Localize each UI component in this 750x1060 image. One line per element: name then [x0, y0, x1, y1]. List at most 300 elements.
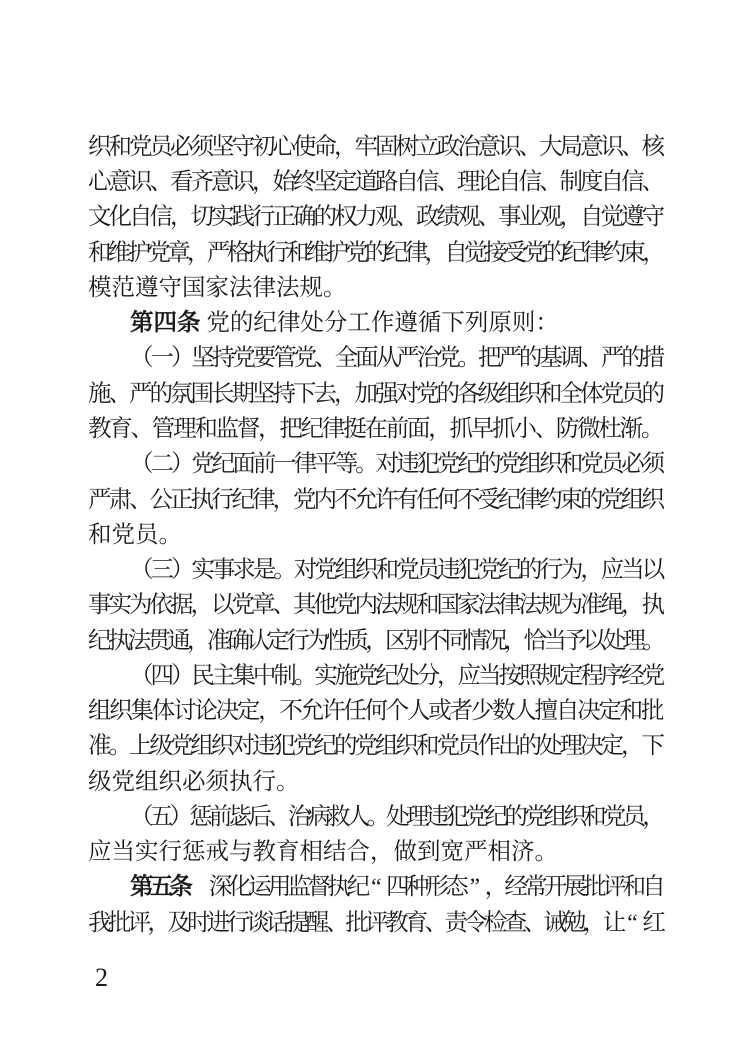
- text-glyph: 、: [436, 169, 460, 196]
- text-glyph: 织: [88, 133, 112, 160]
- text-glyph: 序: [600, 662, 625, 689]
- text-glyph: 心: [272, 133, 296, 160]
- text-glyph: 督: [307, 874, 331, 901]
- text-line: [88, 906, 666, 941]
- text-glyph: 据: [170, 592, 194, 619]
- text-glyph: 执: [246, 239, 270, 266]
- text-glyph: 信: [416, 169, 440, 196]
- text-glyph: 内: [354, 592, 378, 619]
- text-glyph: 当: [621, 557, 645, 584]
- text-glyph: ，: [258, 416, 282, 442]
- text-glyph: 级: [477, 380, 501, 407]
- text-glyph: 救: [327, 803, 351, 830]
- text-glyph: 把: [477, 345, 502, 372]
- text-glyph: 我: [88, 909, 112, 936]
- text-line: [88, 342, 666, 377]
- text-glyph: 、: [149, 169, 173, 196]
- text-glyph: 态: [445, 874, 469, 901]
- text-glyph: 氛: [170, 380, 194, 407]
- text-glyph: 经: [504, 874, 528, 901]
- text-glyph: ，: [365, 627, 389, 654]
- text-glyph: 为: [559, 592, 583, 619]
- text-glyph: 、: [314, 345, 338, 372]
- text-glyph: 律: [321, 416, 346, 442]
- text-glyph: 微: [577, 416, 601, 442]
- text-glyph: 措: [641, 345, 666, 372]
- text-glyph: 。: [642, 627, 666, 654]
- text-glyph: 决: [577, 698, 601, 725]
- text-glyph: 个: [385, 698, 410, 725]
- text-glyph: ，: [147, 909, 171, 936]
- text-glyph: 体: [580, 380, 604, 407]
- text-glyph: 维: [107, 239, 132, 266]
- text-glyph: 初: [252, 133, 276, 160]
- text-glyph: 党: [416, 380, 440, 407]
- text-glyph: ，: [334, 133, 358, 160]
- text-glyph: 、: [272, 592, 296, 619]
- text-glyph: 政: [416, 204, 440, 231]
- text-glyph: 确: [226, 627, 251, 654]
- text-glyph: 坚: [252, 380, 276, 407]
- text-glyph: 法: [518, 592, 542, 619]
- text-line: [88, 553, 666, 588]
- text-glyph: 党: [396, 557, 420, 584]
- text-glyph: 执: [327, 874, 351, 901]
- text-glyph: 按: [498, 662, 522, 689]
- text-glyph: 坚: [191, 345, 215, 372]
- text-glyph: 党: [437, 345, 461, 372]
- text-glyph: ，: [428, 416, 452, 442]
- text-glyph: 识: [129, 169, 153, 196]
- text-glyph: 质: [345, 627, 369, 654]
- text-glyph: 党: [170, 733, 194, 760]
- text-glyph: 持: [272, 380, 296, 407]
- text-glyph: 规: [539, 592, 563, 619]
- text-glyph: 讨: [173, 698, 197, 725]
- text-segment: 和党员。: [88, 521, 182, 548]
- text-glyph: 党: [523, 239, 548, 266]
- text-glyph: 确: [293, 204, 317, 231]
- text-glyph: 纪: [384, 239, 409, 266]
- text-line: [88, 835, 662, 870]
- text-glyph: 准: [88, 733, 112, 760]
- text-glyph: 前: [208, 803, 233, 830]
- text-glyph: 组: [498, 380, 522, 407]
- text-line: [88, 130, 665, 165]
- text-glyph: 绩: [436, 204, 460, 231]
- text-glyph: 党: [580, 451, 604, 478]
- text-glyph: 纪: [563, 239, 587, 266]
- text-glyph: 以: [641, 557, 666, 584]
- text-glyph: 抓: [492, 416, 516, 442]
- text-glyph: 严: [396, 345, 420, 372]
- text-line: [88, 694, 665, 729]
- text-segment: 级党组织必须执行。: [88, 768, 300, 795]
- text-glyph: 批: [345, 909, 369, 936]
- text-glyph: 。: [273, 557, 297, 584]
- text-glyph: 。: [355, 451, 379, 478]
- text-glyph: 局: [559, 133, 583, 160]
- text-glyph: “: [627, 909, 638, 936]
- text-glyph: 对: [395, 380, 419, 407]
- text-glyph: 违: [396, 451, 420, 478]
- text-glyph: 组: [543, 803, 568, 830]
- text-glyph: 的: [313, 204, 337, 231]
- text-glyph: 理: [173, 416, 197, 442]
- text-glyph: 不: [424, 627, 449, 654]
- text-glyph: 党: [293, 733, 317, 760]
- text-glyph: 党: [477, 557, 502, 584]
- text-glyph: 惩: [189, 803, 213, 830]
- text-glyph: 章: [252, 592, 276, 619]
- text-glyph: 。: [366, 803, 390, 830]
- text-glyph: 、: [641, 169, 665, 196]
- text-glyph: 把: [279, 416, 303, 442]
- text-glyph: 勉: [563, 909, 587, 936]
- text-glyph: 维: [305, 239, 330, 266]
- text-glyph: 信: [518, 169, 542, 196]
- text-glyph: 意: [211, 169, 235, 196]
- text-glyph: 理: [405, 803, 430, 830]
- text-glyph: 违: [425, 803, 450, 830]
- text-glyph: 评: [365, 909, 389, 936]
- text-glyph: ，: [252, 169, 276, 196]
- text-glyph: 、: [621, 133, 645, 160]
- text-glyph: 识: [231, 169, 255, 196]
- text-glyph: 织: [518, 380, 542, 407]
- text-glyph: 终: [293, 169, 317, 196]
- text-line: [88, 800, 666, 835]
- text-line: [88, 765, 662, 800]
- text-glyph: 国: [436, 592, 460, 619]
- article-number-glyph: 条: [169, 874, 193, 901]
- text-glyph: 党: [641, 662, 666, 689]
- text-glyph: 定: [600, 733, 624, 760]
- text-glyph: 教: [384, 909, 409, 936]
- text-glyph: 、: [477, 204, 501, 231]
- text-glyph: 律: [404, 239, 429, 266]
- text-glyph: 实: [191, 557, 215, 584]
- text-glyph: 育: [404, 909, 429, 936]
- text-line: [88, 165, 665, 200]
- text-glyph: 纪: [498, 557, 522, 584]
- text-glyph: 织: [641, 486, 665, 513]
- text-line: [88, 871, 666, 906]
- text-glyph: ，: [186, 239, 211, 266]
- text-glyph: 红: [642, 909, 666, 936]
- text-glyph: 化: [108, 204, 132, 231]
- text-glyph: 处: [602, 627, 627, 654]
- text-glyph: 监: [215, 416, 240, 442]
- text-glyph: 的: [504, 803, 528, 830]
- text-glyph: 诫: [543, 909, 567, 936]
- text-glyph: 的: [621, 345, 645, 372]
- text-glyph: 种: [405, 874, 430, 901]
- text-glyph: 对: [375, 451, 400, 478]
- text-glyph: 党: [231, 592, 255, 619]
- text-glyph: ，: [437, 662, 461, 689]
- page-number: 2: [95, 963, 108, 992]
- text-glyph: 组: [88, 698, 112, 725]
- text-glyph: 论: [194, 698, 218, 725]
- text-glyph: 加: [354, 380, 378, 407]
- text-glyph: 政: [436, 133, 460, 160]
- text-glyph: 切: [190, 204, 214, 231]
- text-glyph: ，: [170, 204, 194, 231]
- text-glyph: 信: [621, 169, 645, 196]
- text-segment: 党的纪律处分工作遵循下列原则：: [200, 310, 559, 337]
- text-glyph: 章: [167, 239, 191, 266]
- text-glyph: 人: [406, 698, 431, 725]
- text-line: [88, 659, 666, 694]
- text-glyph: ）: [169, 803, 193, 830]
- text-glyph: 不: [457, 486, 481, 513]
- text-glyph: 正: [170, 486, 194, 513]
- text-glyph: 须: [641, 451, 666, 478]
- text-glyph: 决: [215, 698, 240, 725]
- text-glyph: 自: [642, 874, 666, 901]
- text-glyph: 犯: [416, 451, 441, 478]
- text-glyph: 观: [375, 204, 399, 231]
- text-glyph: 律: [498, 592, 522, 619]
- text-glyph: ，: [484, 874, 509, 901]
- text-glyph: 党: [354, 733, 378, 760]
- text-glyph: 况: [483, 627, 508, 654]
- text-glyph: 面: [355, 345, 379, 372]
- text-glyph: 实: [211, 204, 235, 231]
- text-glyph: 常: [524, 874, 548, 901]
- text-glyph: 员: [149, 133, 173, 160]
- text-glyph: 人: [513, 698, 537, 725]
- text-glyph: 大: [539, 133, 563, 160]
- text-glyph: 律: [293, 451, 318, 478]
- text-segment: 模范遵守国家法律法规。: [88, 275, 347, 302]
- text-glyph: 体: [151, 698, 176, 725]
- text-glyph: 绳: [600, 592, 624, 619]
- text-glyph: “: [371, 874, 382, 901]
- text-glyph: 平: [314, 451, 338, 478]
- text-glyph: 少: [470, 698, 495, 725]
- text-line: [88, 377, 665, 412]
- text-line: [88, 306, 662, 341]
- text-glyph: 犯: [457, 557, 481, 584]
- text-glyph: 求: [232, 557, 256, 584]
- text-glyph: （: [130, 662, 154, 689]
- text-glyph: 束: [559, 486, 583, 513]
- text-glyph: 者: [449, 698, 474, 725]
- text-glyph: 或: [428, 698, 452, 725]
- text-glyph: 二: [150, 451, 174, 478]
- text-glyph: （: [130, 345, 154, 372]
- text-glyph: 律: [252, 486, 276, 513]
- text-glyph: 全: [334, 345, 359, 372]
- text-glyph: 管: [273, 345, 297, 372]
- text-glyph: 法: [477, 592, 501, 619]
- text-glyph: ，: [621, 592, 645, 619]
- text-glyph: 为: [129, 592, 153, 619]
- text-glyph: 党: [602, 803, 627, 830]
- text-glyph: 定: [266, 627, 290, 654]
- text-glyph: 织: [539, 451, 563, 478]
- text-glyph: 行: [211, 486, 235, 513]
- text-glyph: 深: [208, 874, 233, 901]
- text-line: [88, 236, 666, 271]
- text-glyph: 纪: [346, 874, 371, 901]
- text-glyph: 区: [384, 627, 409, 654]
- text-glyph: 和: [619, 698, 644, 725]
- text-glyph: 受: [477, 486, 501, 513]
- text-glyph: 约: [539, 486, 563, 513]
- text-glyph: ，: [334, 380, 358, 407]
- text-glyph: 施: [88, 380, 112, 407]
- text-glyph: 和: [622, 874, 647, 901]
- text-glyph: 理: [559, 733, 583, 760]
- text-glyph: 去: [313, 380, 337, 407]
- text-glyph: 组: [190, 733, 214, 760]
- text-glyph: 违: [252, 733, 276, 760]
- text-glyph: 受: [503, 239, 528, 266]
- text-glyph: 律: [518, 486, 542, 513]
- text-line: [88, 483, 665, 518]
- text-glyph: 犯: [272, 733, 296, 760]
- text-glyph: 不: [334, 486, 358, 513]
- text-glyph: ，: [642, 239, 666, 266]
- text-glyph: 度: [580, 169, 604, 196]
- text-glyph: ，: [424, 239, 449, 266]
- text-glyph: 民: [191, 662, 215, 689]
- text-glyph: 制: [559, 169, 583, 196]
- text-glyph: 人: [346, 803, 371, 830]
- text-glyph: 定: [559, 662, 584, 689]
- text-glyph: 织: [211, 733, 235, 760]
- text-glyph: 固: [375, 133, 399, 160]
- text-glyph: 自: [395, 169, 419, 196]
- text-glyph: 。: [640, 416, 665, 442]
- text-glyph: 的: [543, 239, 567, 266]
- text-glyph: 责: [444, 909, 468, 936]
- text-glyph: 各: [457, 380, 481, 407]
- text-glyph: 行: [226, 909, 251, 936]
- text-glyph: 实: [108, 592, 132, 619]
- text-glyph: 道: [354, 169, 378, 196]
- text-glyph: ）: [170, 451, 195, 478]
- text-glyph: 必: [170, 133, 194, 160]
- text-glyph: 小: [513, 416, 537, 442]
- text-glyph: 党: [600, 486, 624, 513]
- text-glyph: 为: [559, 557, 584, 584]
- text-glyph: 业: [518, 204, 542, 231]
- text-glyph: 下: [641, 733, 665, 760]
- text-glyph: 认: [246, 627, 270, 654]
- text-glyph: 自: [580, 204, 604, 231]
- text-glyph: 评: [602, 874, 627, 901]
- text-glyph: 纪: [375, 662, 400, 689]
- article-number-glyph: 第: [130, 874, 154, 901]
- text-glyph: 齐: [190, 169, 214, 196]
- text-glyph: 程: [580, 662, 604, 689]
- text-glyph: 纪: [231, 486, 255, 513]
- text-glyph: 应: [600, 557, 625, 584]
- text-glyph: 病: [307, 803, 331, 830]
- text-line: [88, 730, 665, 765]
- text-glyph: 员: [416, 557, 441, 584]
- text-glyph: 处: [396, 662, 420, 689]
- text-glyph: [189, 876, 209, 900]
- text-glyph: 应: [457, 662, 481, 689]
- text-glyph: 法: [375, 592, 399, 619]
- text-glyph: ，: [190, 592, 214, 619]
- text-glyph: 觉: [464, 239, 488, 266]
- text-glyph: 、: [580, 345, 604, 372]
- text-glyph: 四: [386, 874, 410, 901]
- text-glyph: 同: [444, 627, 468, 654]
- text-glyph: 执: [107, 627, 132, 654]
- text-glyph: 坚: [313, 169, 337, 196]
- text-glyph: 护: [325, 239, 350, 266]
- text-glyph: 和: [559, 451, 584, 478]
- text-glyph: 、: [395, 204, 419, 231]
- text-glyph: 经: [621, 662, 645, 689]
- text-glyph: 准: [580, 592, 604, 619]
- text-glyph: 谈: [246, 909, 270, 936]
- text-glyph: 持: [211, 345, 236, 372]
- text-glyph: 提: [285, 909, 310, 936]
- text-glyph: 长: [211, 380, 235, 407]
- text-glyph: 治: [416, 345, 441, 372]
- text-glyph: 权: [334, 204, 358, 231]
- text-glyph: 党: [436, 733, 460, 760]
- text-glyph: 定: [598, 698, 622, 725]
- text-glyph: 织: [109, 698, 133, 725]
- text-glyph: 规: [539, 662, 563, 689]
- text-glyph: 意: [580, 133, 604, 160]
- text-glyph: 理: [622, 627, 647, 654]
- text-glyph: 行: [266, 239, 290, 266]
- text-glyph: 须: [190, 133, 214, 160]
- text-glyph: 树: [395, 133, 419, 160]
- text-line: [88, 624, 666, 659]
- text-glyph: 以: [211, 592, 235, 619]
- text-glyph: 予: [563, 627, 587, 654]
- text-glyph: 是: [252, 557, 277, 584]
- text-glyph: 规: [395, 592, 419, 619]
- text-glyph: ，: [642, 803, 666, 830]
- text-glyph: 三: [150, 557, 174, 584]
- text-line: [88, 588, 665, 623]
- text-glyph: 严: [206, 239, 231, 266]
- text-glyph: 中: [252, 662, 277, 689]
- text-glyph: 约: [602, 239, 627, 266]
- text-glyph: 党: [191, 451, 215, 478]
- text-glyph: 批: [640, 698, 665, 725]
- text-glyph: 和: [88, 239, 112, 266]
- text-glyph: 事: [88, 592, 112, 619]
- text-glyph: 任: [343, 698, 367, 725]
- text-glyph: 识: [600, 133, 624, 160]
- text-glyph: 基: [539, 345, 563, 372]
- text-glyph: 自: [498, 169, 522, 196]
- text-glyph: 犯: [445, 803, 469, 830]
- text-glyph: 评: [127, 909, 152, 936]
- text-glyph: 、: [424, 909, 449, 936]
- text-glyph: 及: [167, 909, 191, 936]
- text-glyph: 命: [313, 133, 337, 160]
- text-glyph: ）: [170, 345, 195, 372]
- text-line: [88, 201, 665, 236]
- text-glyph: 违: [437, 557, 461, 584]
- text-glyph: 党: [524, 803, 548, 830]
- text-glyph: ，: [582, 909, 607, 936]
